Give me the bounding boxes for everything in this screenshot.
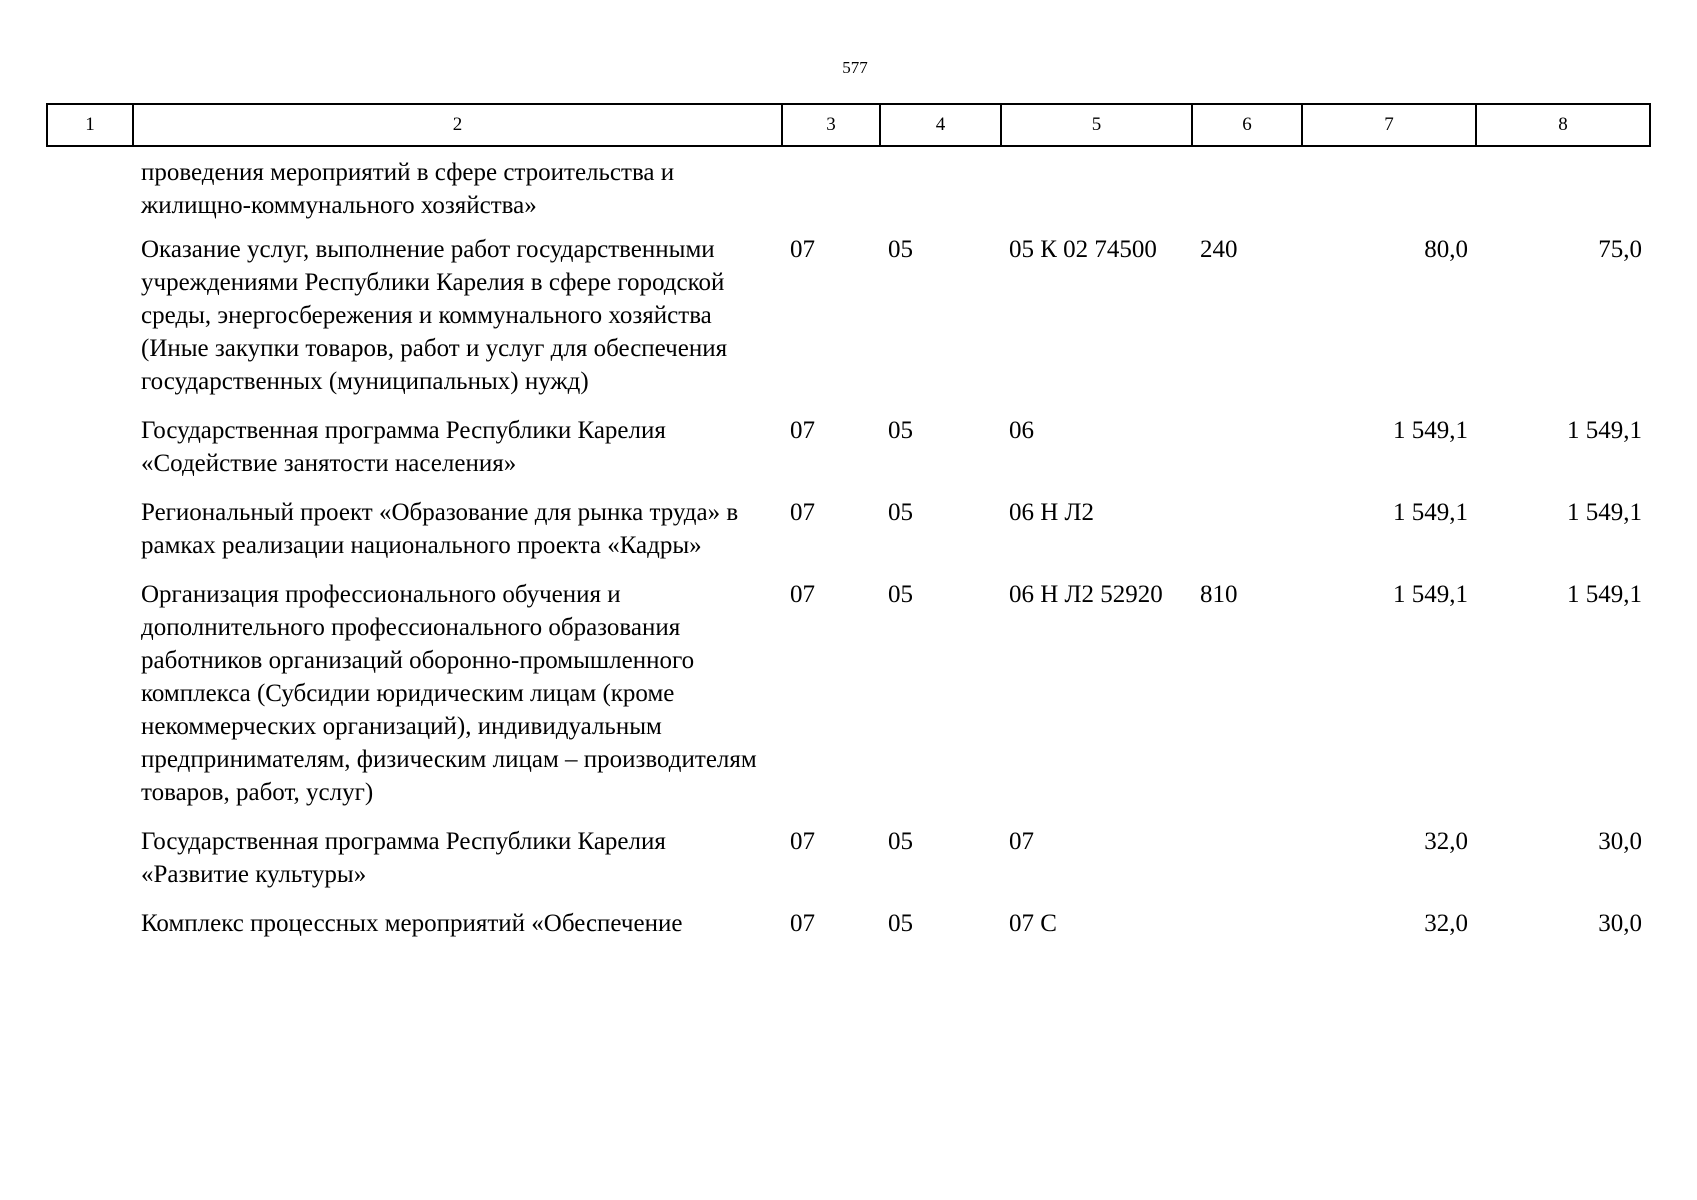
row-name: Государственная программа Республики Карелия «Развитие культуры» [141, 828, 666, 888]
cell-col-1 [47, 578, 133, 825]
cell-subsection: 05 [888, 236, 913, 263]
cell-amount-1: 1 549,1 [1393, 581, 1468, 608]
cell-amount-1: 32,0 [1424, 828, 1468, 855]
table-row [47, 578, 1650, 825]
table-header-row [47, 104, 1650, 146]
cell-amount-1: 1 549,1 [1393, 417, 1468, 444]
cell-subsection: 05 [888, 910, 913, 937]
cell-section: 07 [790, 417, 815, 444]
cell-expense-type [1192, 146, 1302, 233]
table-row [47, 825, 1650, 907]
header-col-5: 5 [1001, 104, 1192, 146]
cell-target-item: 06 Н Л2 52920 [1009, 581, 1163, 608]
page-number: 577 [842, 58, 868, 77]
cell-section [782, 146, 880, 233]
cell-amount-1: 80,0 [1424, 236, 1468, 263]
cell-target-item: 07 [1009, 828, 1034, 855]
row-name: проведения мероприятий в сфере строительства и жилищно-коммунального хозяйства» [141, 159, 675, 219]
cell-target-item: 05 К 02 74500 [1009, 236, 1157, 263]
table-row [47, 233, 1650, 414]
row-name: Комплекс процессных мероприятий «Обеспечение [141, 910, 683, 937]
cell-section: 07 [790, 910, 815, 937]
cell-amount-2 [1476, 146, 1650, 233]
header-col-2: 2 [133, 104, 782, 146]
row-name: Оказание услуг, выполнение работ государственными учреждениями Республики Карелия в сфере городской среды, энергосбережения и коммунального хозяйства (Иные закупки товаров, работ и услуг для обеспечения государственных (муниципальных) нужд) [141, 236, 728, 395]
cell-col-1 [47, 907, 133, 956]
header-col-6: 6 [1192, 104, 1302, 146]
cell-section: 07 [790, 581, 815, 608]
row-name: Организация профессионального обучения и дополнительного профессионального образования работников организаций оборонно-промышленного комплекса (Субсидии юридическим лицам (кроме некоммерческих организаций), индивидуальным предпринимателям, физическим лицам – производителям товаров, работ, услуг) [141, 581, 757, 806]
cell-target-item: 06 [1009, 417, 1034, 444]
cell-target-item: 07 С [1009, 910, 1057, 937]
cell-subsection: 05 [888, 417, 913, 444]
header-col-8: 8 [1476, 104, 1650, 146]
header-col-3: 3 [782, 104, 880, 146]
cell-expense-type [1192, 907, 1302, 956]
cell-expense-type: 810 [1200, 581, 1238, 608]
cell-expense-type [1192, 496, 1302, 578]
header-col-1: 1 [47, 104, 133, 146]
cell-col-1 [47, 233, 133, 414]
cell-target-item [1001, 146, 1192, 233]
cell-section: 07 [790, 828, 815, 855]
cell-col-1 [47, 825, 133, 907]
cell-col-1 [47, 496, 133, 578]
cell-col-1 [47, 146, 133, 233]
cell-amount-2: 75,0 [1598, 236, 1642, 263]
cell-amount-2: 30,0 [1598, 828, 1642, 855]
cell-section: 07 [790, 499, 815, 526]
table-row [47, 907, 1650, 956]
table-row [47, 496, 1650, 578]
header-col-4: 4 [880, 104, 1001, 146]
cell-amount-2: 1 549,1 [1567, 499, 1642, 526]
cell-subsection: 05 [888, 499, 913, 526]
cell-expense-type [1192, 825, 1302, 907]
cell-expense-type [1192, 414, 1302, 496]
header-col-7: 7 [1302, 104, 1476, 146]
row-name: Государственная программа Республики Карелия «Содействие занятости населения» [141, 417, 666, 477]
cell-amount-2: 1 549,1 [1567, 581, 1642, 608]
cell-subsection: 05 [888, 581, 913, 608]
cell-target-item: 06 Н Л2 [1009, 499, 1095, 526]
cell-amount-1: 32,0 [1424, 910, 1468, 937]
cell-amount-2: 1 549,1 [1567, 417, 1642, 444]
cell-amount-1 [1302, 146, 1476, 233]
table-row [47, 146, 1650, 233]
cell-expense-type: 240 [1200, 236, 1238, 263]
cell-section: 07 [790, 236, 815, 263]
row-name: Региональный проект «Образование для рынка труда» в рамках реализации национального проекта «Кадры» [141, 499, 739, 559]
cell-subsection [880, 146, 1001, 233]
cell-subsection: 05 [888, 828, 913, 855]
cell-amount-2: 30,0 [1598, 910, 1642, 937]
budget-table [46, 103, 1651, 956]
cell-col-1 [47, 414, 133, 496]
table-row [47, 414, 1650, 496]
cell-amount-1: 1 549,1 [1393, 499, 1468, 526]
